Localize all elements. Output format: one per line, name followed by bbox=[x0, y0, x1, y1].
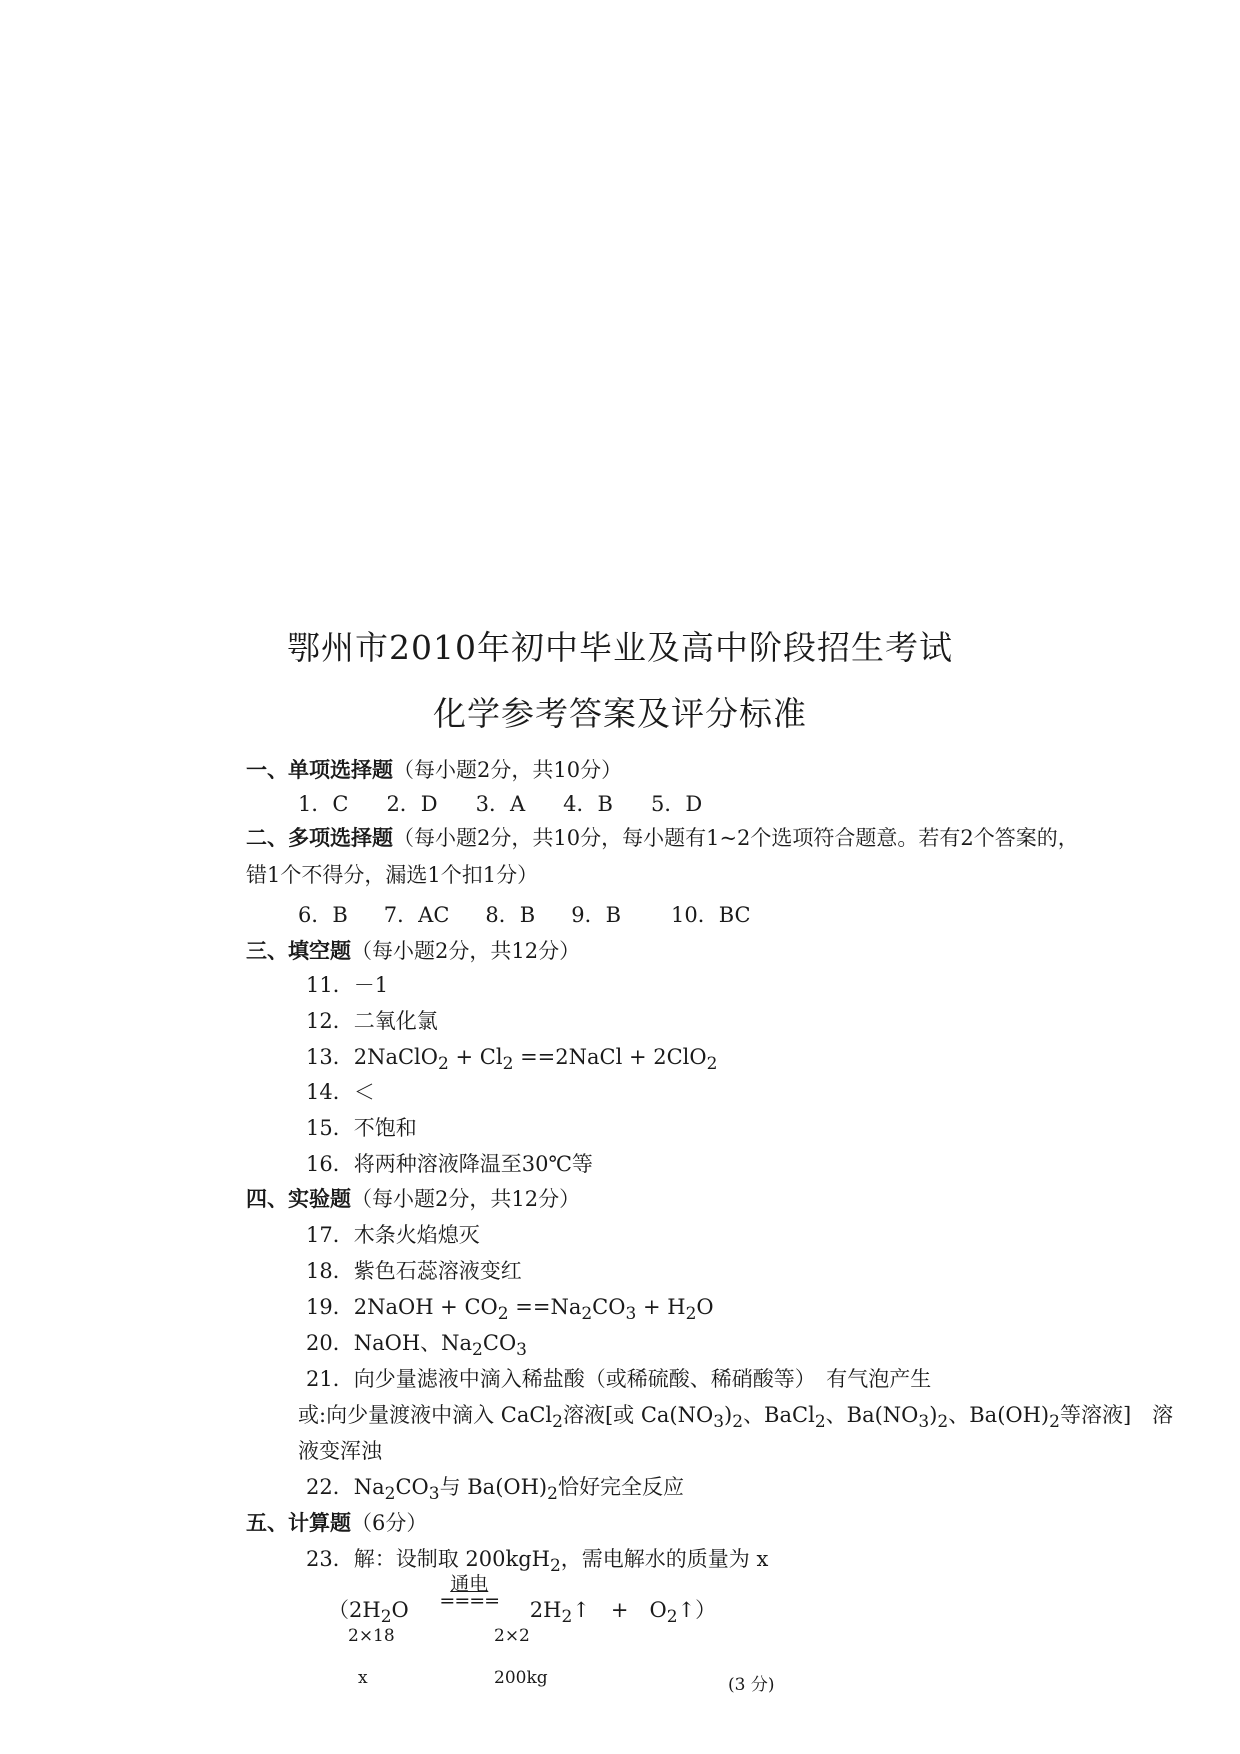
q15-answer: 15．不饱和 bbox=[306, 1116, 417, 1140]
q13-answer: 13．2NaClO$_2$ + $Cl_2$ ==2NaCl + 2ClO$_2$ bbox=[306, 1045, 718, 1075]
answer: 9．B bbox=[571, 903, 621, 927]
q20-answer: 20．NaOH、$Na_2CO_3$ bbox=[306, 1331, 527, 1361]
answer: 4．B bbox=[563, 792, 613, 816]
ratio-water: 2×18 bbox=[348, 1626, 395, 1646]
q12-answer: 12．二氧化氯 bbox=[306, 1009, 438, 1033]
section-1-answers bbox=[298, 789, 702, 819]
answer: 3．A bbox=[475, 792, 526, 816]
q16-answer: 16．将两种溶液降温至30℃等 bbox=[306, 1152, 593, 1176]
section-2-heading: 二、多项选择题（每小题2分，共10分，每小题有1~2个选项符合题意。若有2个答案的， bbox=[246, 825, 1079, 850]
q18-answer: 18．紫色石蕊溶液变红 bbox=[306, 1259, 522, 1283]
answer: 7．AC bbox=[383, 903, 450, 927]
q14-answer: 14．＜ bbox=[306, 1080, 375, 1104]
q11-answer: 11．－1 bbox=[306, 973, 389, 997]
page-title: 鄂州市2010年初中毕业及高中阶段招生考试 bbox=[287, 628, 953, 667]
q23-statement: 23．解：设制取 200kgH$_2$，需电解水的质量为 x bbox=[306, 1547, 769, 1577]
answer: 6．B bbox=[298, 903, 348, 927]
unknown-x: x bbox=[358, 1668, 368, 1688]
section-4-heading: 四、实验题（每小题2分，共12分） bbox=[246, 1186, 581, 1211]
electrolysis-equation: （$2H_2O$ 通电 ==== $2H_2↑$ + $O_2↑$） bbox=[328, 1573, 717, 1628]
known-mass: 200kg bbox=[494, 1668, 548, 1688]
answer: 10．BC bbox=[671, 903, 751, 927]
section-3-heading: 三、填空题（每小题2分，共12分） bbox=[246, 938, 581, 963]
section-2-answers bbox=[298, 900, 751, 930]
q19-answer: 19．2NaOH + $CO_2 ==Na_2CO_3 + H_2O$ bbox=[306, 1295, 714, 1325]
section-2-note-cont: 错1个不得分，漏选1个扣1分） bbox=[246, 863, 539, 887]
q22-answer: 22．$Na_2CO_3$与 $Ba(OH)_2$恰好完全反应 bbox=[306, 1475, 684, 1505]
score-3: (3 分) bbox=[728, 1675, 775, 1695]
q21-answer-line2: 或:向少量渡液中滴入 CaCl$_2$溶液[或 $Ca(NO_3)_2$、BaCl$_2$、$Ba(NO_3)_2$、$Ba(OH)_2$等溶液] 溶 bbox=[298, 1403, 1174, 1433]
answer: 1．C bbox=[298, 792, 349, 816]
q21-answer-line3: 液变浑浊 bbox=[298, 1439, 382, 1463]
reaction-arrow: 通电 ==== bbox=[439, 1573, 500, 1612]
section-5-heading: 五、计算题（6分） bbox=[246, 1510, 428, 1535]
answer: 2．D bbox=[386, 792, 438, 816]
answer: 5．D bbox=[650, 792, 703, 816]
answer: 8．B bbox=[485, 903, 536, 927]
section-1-heading: 一、单项选择题（每小题2分，共10分） bbox=[246, 757, 623, 782]
ratio-hydrogen: 2×2 bbox=[494, 1626, 530, 1646]
q21-answer-line1: 21．向少量滤液中滴入稀盐酸（或稀硫酸、稀硝酸等） 有气泡产生 bbox=[306, 1367, 932, 1391]
page-subtitle: 化学参考答案及评分标准 bbox=[433, 694, 807, 733]
q17-answer: 17．木条火焰熄灭 bbox=[306, 1223, 480, 1247]
